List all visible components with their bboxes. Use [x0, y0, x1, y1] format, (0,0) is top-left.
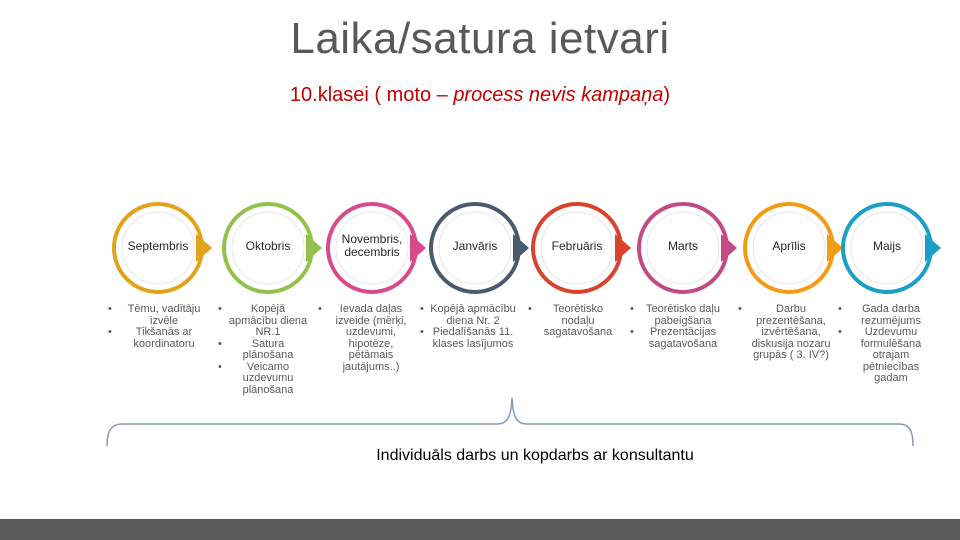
month-label: Novembris, decembris [341, 232, 403, 259]
brace-label: Individuāls darbs un kopdarbs ar konsultantu [376, 447, 694, 464]
month-task-item: • Kopējā apmācību diena Nr. 2 [430, 304, 516, 327]
month-task-item: • Tikšanās ar koordinatoru [118, 327, 210, 350]
month-label: Februāris [551, 239, 603, 253]
month-task-item: • Satura plānošana [228, 339, 308, 362]
month-label: Janvāris [452, 239, 498, 253]
month-task-item: • Darbu prezentēšana, izvērtēšana, diskusija nozaru grupās ( 3. IV?) [748, 304, 834, 362]
month-task-item: • Teorētisko daļu pabeigšana [640, 304, 726, 327]
month-task-item: • Teorētisko nodaļu sagatavošana [538, 304, 618, 339]
month-label: Oktobris [245, 239, 291, 253]
slide-title: Laika/satura ietvari [290, 14, 670, 63]
month-label: Septembris [127, 239, 189, 253]
subtitle-suffix: ) [663, 84, 671, 106]
month-task-item: • Piedalīšanās 11. klases lasījumos [430, 327, 516, 350]
month-label: Aprīlis [772, 239, 806, 253]
month-task-item: • Veicamo uzdevumu plānošana [228, 362, 308, 397]
subtitle-italic: process nevis kampaņa [453, 84, 664, 106]
month-task-item: • Prezentācijas sagatavošana [640, 327, 726, 350]
month-task-item: • Kopējā apmācību diena NR.1 [228, 304, 308, 339]
month-task-item: • Uzdevumu formulēšana otrajam pētniecības gadam [848, 327, 934, 385]
month-task-item: • Gada darba rezumējums [848, 304, 934, 327]
month-label: Marts [668, 239, 698, 253]
subtitle-prefix: 10.klasei ( moto – [289, 84, 454, 106]
bottom-bar [0, 519, 960, 540]
month-task-item: • Tēmu, vadītāju izvēle [118, 304, 210, 327]
month-label: Maijs [872, 239, 901, 253]
month-task-item: • Ievada daļas izveide (mērķi, uzdevumi, hipotēze, pētāmais jautājums..) [328, 304, 414, 373]
